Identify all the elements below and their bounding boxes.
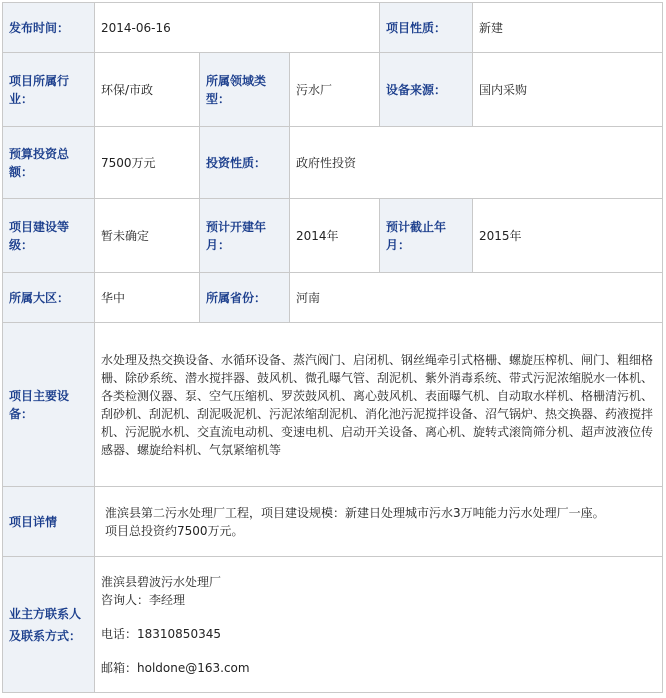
label-investment-nature: 投资性质： [200, 127, 290, 199]
contact-email[interactable]: 邮箱：holdone@163.com [101, 660, 250, 675]
details-line-1: 淮滨县第二污水处理厂工程，项目建设规模：新建日处理城市污水3万吨能力污水处理厂一座。 [105, 505, 605, 520]
label-project-nature: 项目性质： [380, 3, 473, 53]
label-planned-start: 预计开建年月： [200, 199, 290, 273]
value-main-equipment: 水处理及热交换设备、水循环设备、蒸汽阀门、启闭机、钢丝绳牵引式格栅、螺旋压榨机、闸门、粗细格栅、除砂系统、潜水搅拌器、鼓风机、微孔曝气管、刮泥机、紫外消毒系统、带式污泥浓缩脱水一体机、各类检测仪器、泵、空气压缩机、罗茨鼓风机、离心鼓风机、表面曝气机、自动取水样机、格栅清污机、刮砂机、刮泥机、刮泥吸泥机、污泥浓缩刮泥机、消化池污泥搅拌设备、沼气锅炉、热交换器、药液搅拌机、污泥脱水机、交直流电动机、变速电机、启动开关设备、离心机、旋转式滚筒筛分机、超声波液位传感器、螺旋给料机、气氛紧缩机等 [95, 323, 663, 487]
label-industry: 项目所属行业： [3, 53, 95, 127]
contact-person: 咨询人：李经理 [101, 592, 186, 607]
value-investment-nature: 政府性投资 [290, 127, 663, 199]
value-budget: 7500万元 [95, 127, 200, 199]
label-budget: 预算投资总额： [3, 127, 95, 199]
row-construction-level [3, 199, 663, 273]
value-project-nature: 新建 [473, 3, 663, 53]
value-planned-end: 2015年 [473, 199, 663, 273]
label-main-equipment: 项目主要设备： [3, 323, 95, 487]
row-region [3, 273, 663, 323]
value-industry: 环保/市政 [95, 53, 200, 127]
contact-company: 淮滨县碧波污水处理厂 [101, 574, 222, 589]
label-publish-time: 发布时间： [3, 3, 95, 53]
label-region: 所属大区： [3, 273, 95, 323]
value-field-type: 污水厂 [290, 53, 380, 127]
label-details: 项目详情 [3, 487, 95, 557]
label-field-type: 所属领域类型： [200, 53, 290, 127]
value-planned-start: 2014年 [290, 199, 380, 273]
label-planned-end: 预计截止年月： [380, 199, 473, 273]
row-publish-time [3, 3, 663, 53]
row-industry [3, 53, 663, 127]
row-budget [3, 127, 663, 199]
label-province: 所属省份： [200, 273, 290, 323]
contact-phone: 电话：18310850345 [101, 626, 221, 641]
value-region: 华中 [95, 273, 200, 323]
value-contact [95, 557, 663, 693]
label-equipment-source: 设备来源： [380, 53, 473, 127]
project-info-table [2, 2, 663, 693]
label-construction-level: 项目建设等级： [3, 199, 95, 273]
label-contact: 业主方联系人及联系方式： [3, 557, 95, 693]
value-publish-time: 2014-06-16 [95, 3, 380, 53]
row-contact [3, 557, 663, 693]
details-line-2: 项目总投资约7500万元。 [105, 523, 244, 538]
value-equipment-source: 国内采购 [473, 53, 663, 127]
row-details [3, 487, 663, 557]
value-province: 河南 [290, 273, 663, 323]
value-construction-level: 暂未确定 [95, 199, 200, 273]
value-details [95, 487, 663, 557]
row-main-equipment [3, 323, 663, 487]
